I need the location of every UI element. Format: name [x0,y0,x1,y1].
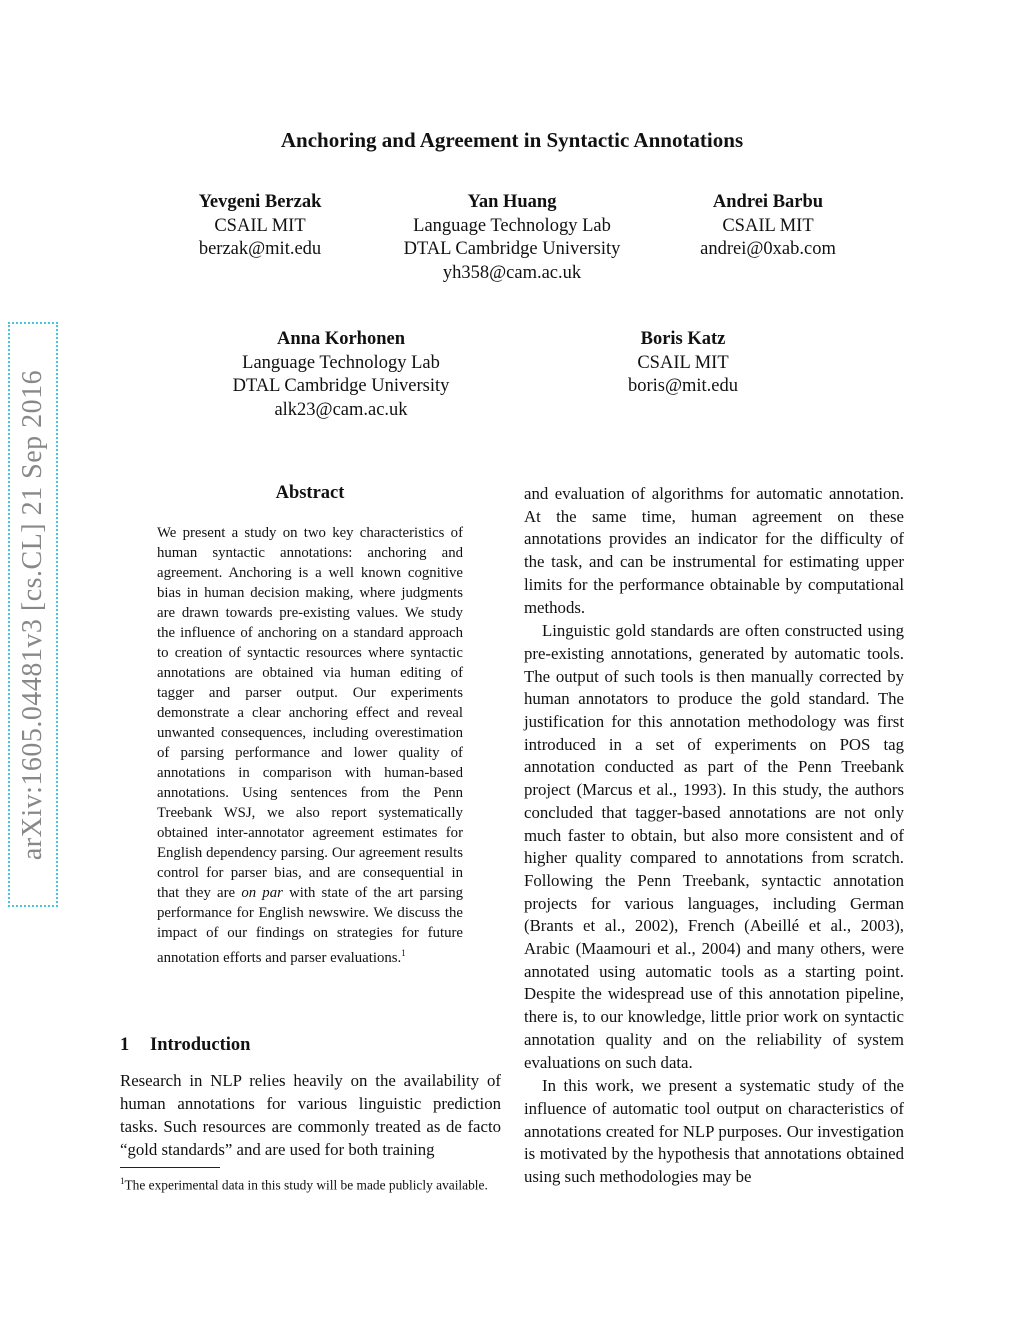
section-number: 1 [120,1035,130,1055]
author-affiliation: CSAIL MIT [722,215,814,236]
author-name: Anna Korhonen [277,329,405,349]
author-name: Boris Katz [640,329,726,349]
footnote-number: 1 [120,1176,125,1186]
author-block [160,191,360,262]
author-name: Yan Huang [467,192,557,212]
author-email: berzak@mit.edu [198,239,322,259]
author-email: boris@mit.edu [627,376,739,396]
author-name: Yevgeni Berzak [198,192,322,212]
footnote-text: The experimental data in this study will be made publicly available. [124,1177,488,1193]
author-affiliation: DTAL Cambridge University [403,239,621,259]
author-affiliation: Language Technology Lab [242,352,440,373]
section-heading [120,1035,250,1056]
paragraph: Linguistic gold standards are often constructed using pre-existing annotations, generated by automatic tools. The output of such tools is then manually corrected by human annotators to produce the gold standard. The justification for this annotation methodology was first introduced in a set of experiments on POS tag annotation conducted as part of the Penn Treebank project (Marcus et al., 1993). In this study, the authors concluded that tagger-based annotations are not only much faster to obtain, but also more consistent and of higher quality compared to annotations from scratch. Following the Penn Treebank, syntactic annotation projects for various languages, including German (Brants et al., 2002), French (Abeillé et al., 2003), Arabic (Maamouri et al., 2004) and many others, were annotated using automatic tools as a starting point. Despite the widespread use of this annotation pipeline, there is, to our knowledge, little prior work on syntactic annotation quality and on the reliability of system evaluations on such data. [524,621,904,1072]
author-affiliation: DTAL Cambridge University [232,376,450,396]
intro-paragraph: Research in NLP relies heavily on the availability of human annotations for various linguistic prediction tasks. Such resources are commonly treated as de facto “gold standards” and are used for both training [120,1071,501,1159]
author-block [200,328,482,422]
author-affiliation: CSAIL MIT [637,352,729,373]
abstract-text-cont: with state of the art parsing performance for English newswire. We discuss the impact of our findings on strategies for future annotation efforts and parser evaluations. [157,885,464,966]
paragraph: In this work, we present a systematic study of the influence of automatic tool output on characteristics of annotations created for NLP purposes. Our investigation is motivated by the hypothesis that annotations obtained using such methodologies may be [524,1076,904,1187]
section-title: Introduction [150,1035,251,1055]
author-email: andrei@0xab.com [700,239,836,259]
author-email: alk23@cam.ac.uk [274,399,408,420]
footnote-mark: 1 [401,948,406,958]
arxiv-identifier: arXiv:1605.04481v3 [cs.CL] 21 Sep 2016 [17,369,48,860]
paragraph: and evaluation of algorithms for automatic annotation. At the same time, human agreement on these annotations provides an indicator for the difficulty of the task, and can be instrumental for estimating upper limits for the performance obtainable by computational methods. [524,484,904,617]
author-block [658,191,878,262]
author-name: Andrei Barbu [712,192,824,212]
author-affiliation: CSAIL MIT [214,215,306,236]
footnote-rule [120,1167,220,1168]
abstract-text: We present a study on two key characteristics of human syntactic annotations: anchoring and agreement. Anchoring is a well known cognitive bias in human decision making, where judgments are drawn towards pre-existing values. We study the influence of anchoring on a standard approach to creation of syntactic resources where syntactic annotations are obtained via human editing of tagger and parser output. Our experiments demonstrate a clear anchoring effect and reveal unwanted consequences, including overestimation of parsing performance and lower quality of annotations in comparison with human-based annotations. Using sentences from the Penn Treebank WSJ, we also report systematically obtained inter-annotator agreement estimates for English dependency parsing. Our agreement results control for parser bias, and are consequential in that they are [157,525,463,901]
abstract-heading: Abstract [275,483,345,503]
right-column [524,483,904,1189]
abstract-body [157,523,463,968]
footnote [120,1172,501,1194]
abstract-emphasis: on par [241,885,283,901]
author-block [372,191,652,285]
author-affiliation: Language Technology Lab [413,215,611,236]
author-email: yh358@cam.ac.uk [442,262,582,283]
paper-title: Anchoring and Agreement in Syntactic Annotations [280,128,744,152]
arxiv-sidebar [8,322,58,907]
author-block [583,328,783,399]
